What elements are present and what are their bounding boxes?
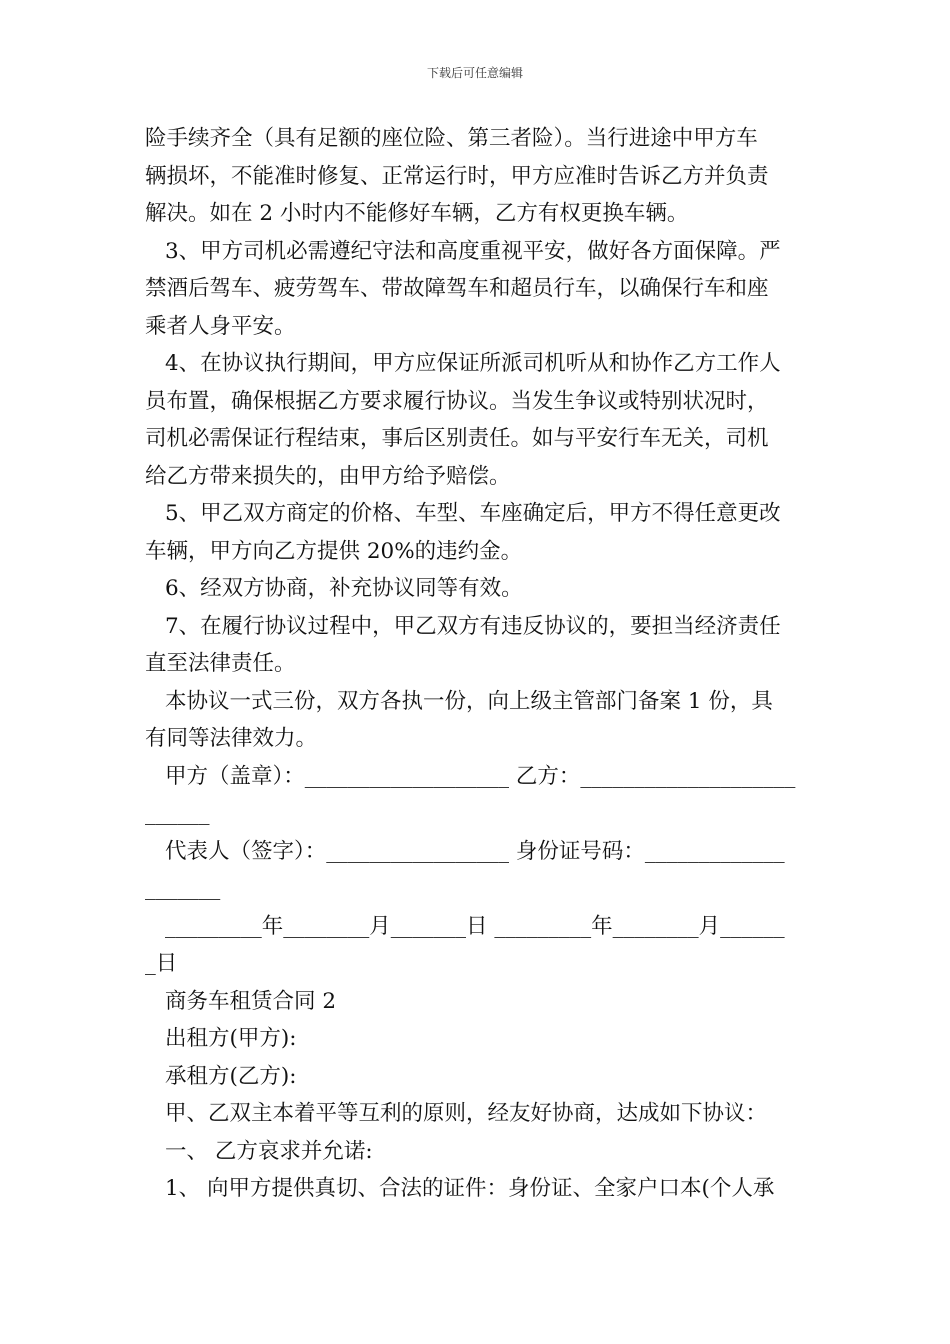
text-line: 司机必需保证行程结束，事后区别责任。如与平安行车无关，司机: [145, 426, 769, 451]
text-line: 险手续齐全（具有足额的座位险、第三者险）。当行进途中甲方车: [145, 126, 758, 151]
lessee-line: 承租方(乙方):: [165, 1063, 297, 1089]
text-line: 直至法律责任。: [145, 651, 296, 676]
text-line: 员布置，确保根据乙方要求履行协议。当发生争议或特别状况时，: [145, 388, 769, 414]
section-heading: 一、 乙方哀求并允诺:: [165, 1138, 373, 1164]
text-line: 有同等法律效力。: [145, 726, 318, 751]
clause-6: 6、经双方协商，补充协议同等有效。: [165, 576, 523, 601]
date-line-end: _日: [145, 951, 178, 976]
blank-line: _______: [145, 876, 221, 901]
text-line: 解决。如在 2 小时内不能修好车辆，乙方有权更换车辆。: [145, 201, 689, 226]
clause-4: 4、在协议执行期间，甲方应保证所派司机听从和协作乙方工作人: [165, 351, 781, 376]
signature-line: 代表人（签字）：_________________ 身份证号码：_____________: [165, 838, 785, 864]
clause-7: 7、在履行协议过程中，甲乙双方有违反协议的，要担当经济责任: [165, 613, 781, 639]
item-1: 1、 向甲方提供真切、合法的证件：身份证、全家户口本(个人承: [165, 1176, 775, 1201]
page-header: 下载后可任意编辑: [426, 66, 523, 80]
text-line: 乘者人身平安。: [145, 313, 296, 339]
text-line: 辆损坏，不能准时修复、正常运行时，甲方应准时告诉乙方并负责: [145, 163, 769, 189]
text-line: 禁酒后驾车、疲劳驾车、带故障驾车和超员行车，以确保行车和座: [145, 276, 769, 301]
seal-line: 甲方（盖章）：___________________ 乙方：____________________: [165, 763, 796, 789]
document-body: [145, 120, 810, 1208]
blank-line: ______: [145, 801, 210, 826]
preamble: 甲、乙双主本着平等互利的原则，经友好协商，达成如下协议：: [165, 1101, 768, 1126]
clause-3: 3、甲方司机必需遵纪守法和高度重视平安，做好各方面保障。严: [165, 238, 781, 264]
clause-5: 5、甲乙双方商定的价格、车型、车座确定后，甲方不得任意更改: [165, 501, 781, 526]
lessor-line: 出租方(甲方):: [165, 1026, 297, 1051]
text-line: 车辆，甲方向乙方提供 20%的违约金。: [145, 538, 523, 564]
contract-title: 商务车租赁合同 2: [165, 988, 337, 1014]
copies-clause: 本协议一式三份，双方各执一份，向上级主管部门备案 1 份，具: [165, 688, 773, 714]
text-line: 给乙方带来损失的，由甲方给予赔偿。: [145, 463, 511, 489]
date-line: _________年________月_______日 _________年________月______: [165, 913, 785, 939]
